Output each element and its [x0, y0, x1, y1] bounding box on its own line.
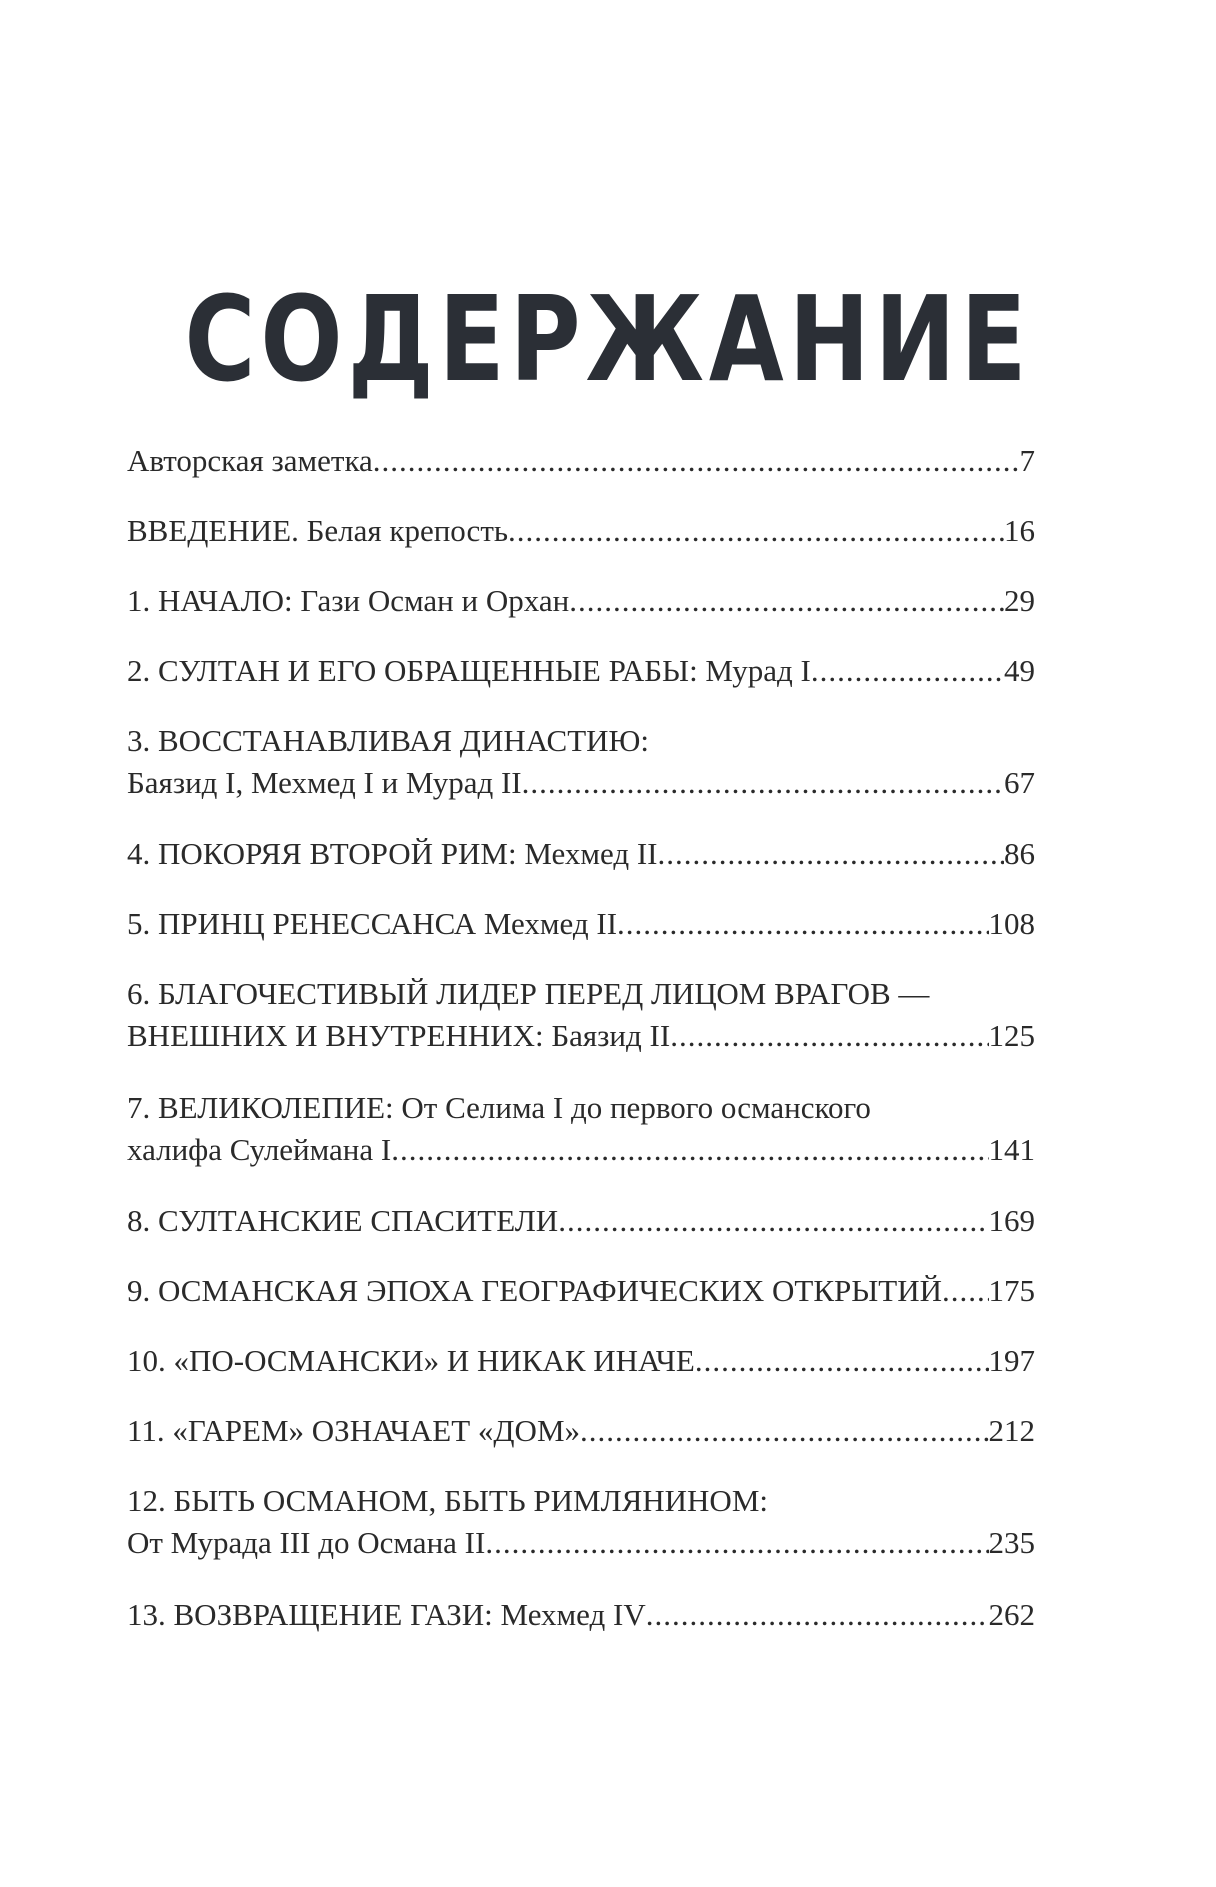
toc-entry[interactable] — [127, 720, 1035, 804]
dot-leader — [569, 580, 1004, 622]
toc-entry-title: Баязид I, Мехмед I и Мурад II — [127, 765, 522, 800]
toc-entry-page: 125 — [988, 1018, 1035, 1053]
toc-entry[interactable] — [127, 1594, 1035, 1636]
toc-entry-heading: 12. БЫТЬ ОСМАНОМ, БЫТЬ РИМЛЯНИНОМ: — [127, 1483, 768, 1518]
toc-entry[interactable] — [127, 1410, 1035, 1452]
toc-entry-page: 141 — [988, 1132, 1035, 1167]
dot-leader — [646, 1594, 989, 1636]
toc-entry-page: 262 — [988, 1597, 1035, 1632]
toc-entry-heading: 6. БЛАГОЧЕСТИВЫЙ ЛИДЕР ПЕРЕД ЛИЦОМ ВРАГОВ — — [127, 976, 930, 1011]
toc-entry[interactable] — [127, 973, 1035, 1057]
toc-entry-page: 175 — [988, 1273, 1035, 1308]
toc-entry-page: 29 — [1004, 583, 1035, 618]
toc-entry[interactable] — [127, 833, 1035, 875]
toc-entry-page: 235 — [988, 1525, 1035, 1560]
toc-entry-title: 10. «ПО-ОСМАНСКИ» И НИКАК ИНАЧЕ — [127, 1343, 695, 1378]
dot-leader — [391, 1129, 988, 1171]
dot-leader — [373, 440, 1020, 482]
toc-entry-page: 49 — [1004, 653, 1035, 688]
toc-entry-page: 197 — [988, 1343, 1035, 1378]
toc-entry-heading: 7. ВЕЛИКОЛЕПИЕ: От Селима I до первого османского — [127, 1090, 871, 1125]
dot-leader — [522, 762, 1004, 804]
toc-entry[interactable] — [127, 1270, 1035, 1312]
toc-entry-title: 2. СУЛТАН И ЕГО ОБРАЩЕННЫЕ РАБЫ: Мурад I — [127, 653, 811, 688]
toc-entry-heading: 3. ВОССТАНАВЛИВАЯ ДИНАСТИЮ: — [127, 723, 650, 758]
toc-entry-title: 5. ПРИНЦ РЕНЕССАНСА Мехмед II — [127, 906, 618, 941]
toc-entry-page: 7 — [1019, 443, 1035, 478]
toc-entry[interactable] — [127, 510, 1035, 552]
toc-entry-title: 11. «ГАРЕМ» ОЗНАЧАЕТ «ДОМ» — [127, 1413, 581, 1448]
dot-leader — [617, 903, 988, 945]
toc-entry-title: От Мурада III до Османа II — [127, 1525, 486, 1560]
toc-entry-title: ВНЕШНИХ И ВНУТРЕННИХ: Баязид II — [127, 1018, 671, 1053]
dot-leader — [811, 650, 1004, 692]
dot-leader — [670, 1015, 988, 1057]
toc-entry[interactable] — [127, 650, 1035, 692]
toc-entry[interactable] — [127, 1087, 1035, 1171]
toc-entry-title: 1. НАЧАЛО: Гази Осман и Орхан — [127, 583, 570, 618]
page-title: СОДЕРЖАНИЕ — [184, 270, 1032, 409]
toc-entry[interactable] — [127, 580, 1035, 622]
toc-entry[interactable] — [127, 440, 1035, 482]
toc-entry-title: Авторская заметка — [127, 443, 373, 478]
toc-entry[interactable] — [127, 1340, 1035, 1382]
toc-entry-title: халифа Сулеймана I — [127, 1132, 392, 1167]
dot-leader — [695, 1340, 989, 1382]
dot-leader — [580, 1410, 988, 1452]
toc-entry-title: 13. ВОЗВРАЩЕНИЕ ГАЗИ: Мехмед IV — [127, 1597, 646, 1632]
toc-entry-page: 212 — [988, 1413, 1035, 1448]
toc-entry-page: 67 — [1004, 765, 1035, 800]
dot-leader — [485, 1522, 988, 1564]
dot-leader — [508, 510, 1004, 552]
toc-entry-title: 4. ПОКОРЯЯ ВТОРОЙ РИМ: Мехмед II — [127, 836, 658, 871]
toc-entry-page: 169 — [988, 1203, 1035, 1238]
toc-entry-title: ВВЕДЕНИЕ. Белая крепость — [127, 513, 509, 548]
dot-leader — [558, 1200, 988, 1242]
toc-entry[interactable] — [127, 903, 1035, 945]
toc-entry-page: 16 — [1004, 513, 1035, 548]
toc-entry-title: 8. СУЛТАНСКИЕ СПАСИТЕЛИ — [127, 1203, 559, 1238]
toc-entry[interactable] — [127, 1200, 1035, 1242]
toc-entry-page: 86 — [1004, 836, 1035, 871]
dot-leader — [657, 833, 1004, 875]
toc-entry-title: 9. ОСМАНСКАЯ ЭПОХА ГЕОГРАФИЧЕСКИХ ОТКРЫТИЙ — [127, 1273, 942, 1308]
toc-entry-page: 108 — [988, 906, 1035, 941]
dot-leader — [942, 1270, 989, 1312]
toc-entry[interactable] — [127, 1480, 1035, 1564]
